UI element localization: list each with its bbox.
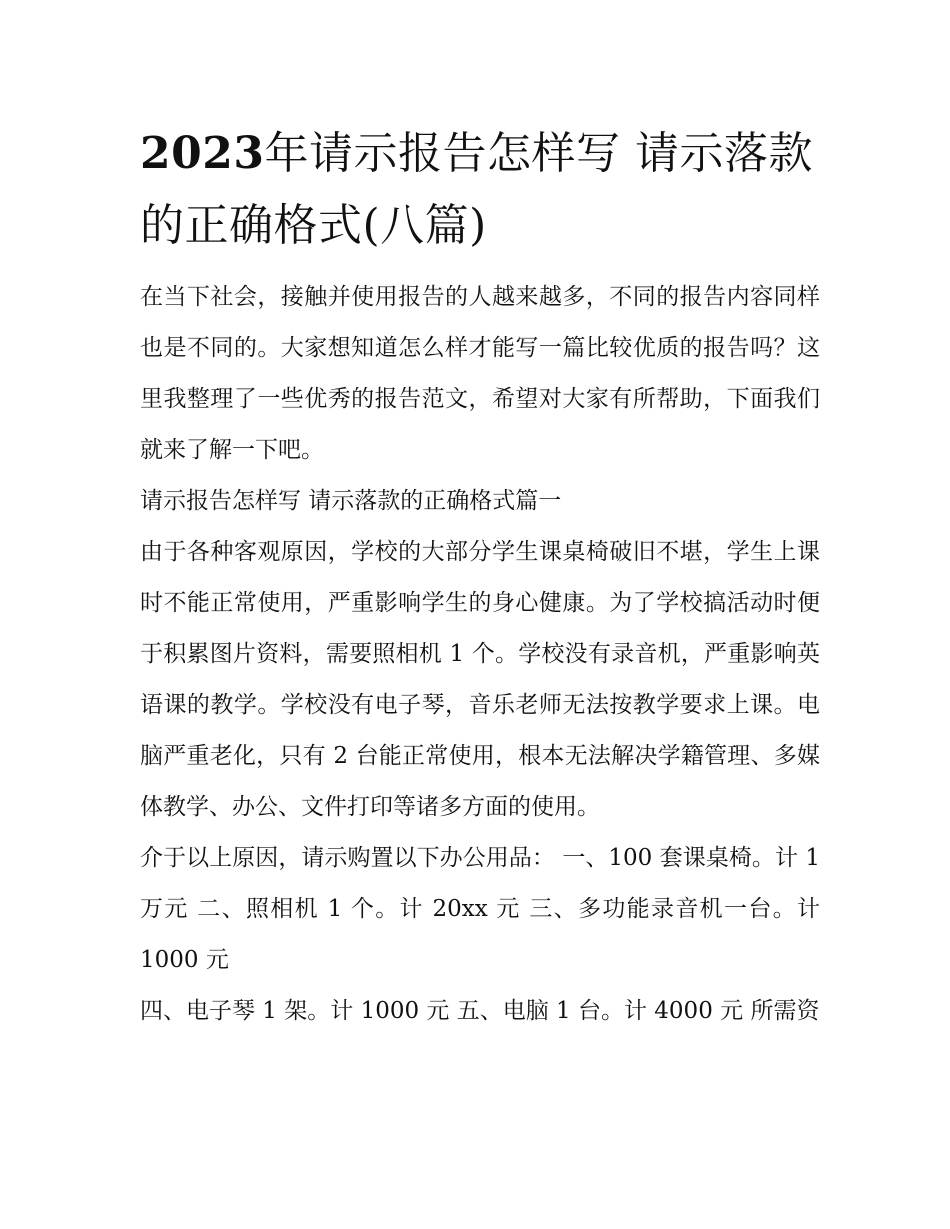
- document-body: [140, 118, 820, 1037]
- body-paragraph: 由于各种客观原因，学校的大部分学生课桌椅破旧不堪，学生上课时不能正常使用，严重影响学生的身心健康。为了学校搞活动时便于积累图片资料，需要照相机 1 个。学校没有录音机，严重影响英语课的教学。学校没有电子琴，音乐老师无法按教学要求上课。电脑严重老化，只有 2 台能正常使用，根本无法解决学籍管理、多媒体教学、办公、文件打印等诸多方面的使用。: [140, 539, 820, 820]
- title-text: 年请示报告怎样写 请示落款的正确格式(八篇): [140, 128, 813, 251]
- section-heading: 请示报告怎样写 请示落款的正确格式篇一: [140, 488, 562, 514]
- body-paragraph: 四、电子琴 1 架。计 1000 元 五、电脑 1 台。计 4000 元 所需资: [140, 998, 820, 1024]
- intro-paragraph: 在当下社会，接触并使用报告的人越来越多，不同的报告内容同样也是不同的。大家想知道怎么样才能写一篇比较优质的报告吗？这里我整理了一些优秀的报告范文，希望对大家有所帮助，下面我们就来了解一下吧。: [140, 284, 820, 463]
- document-title: [140, 118, 820, 262]
- body-paragraph: 介于以上原因，请示购置以下办公用品： 一、100 套课桌椅。计 1 万元 二、照相机 1 个。计 20xx 元 三、多功能录音机一台。计 1000 元: [140, 845, 820, 973]
- title-year: 2023: [140, 128, 265, 179]
